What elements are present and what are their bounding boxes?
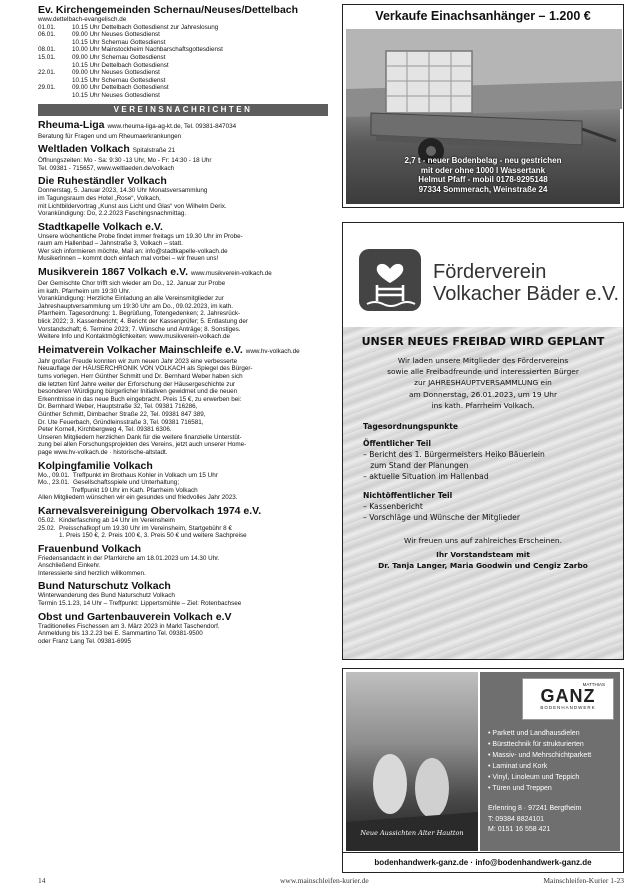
schedule-date: 06.01. bbox=[38, 31, 56, 39]
foerderverein-logo-area bbox=[343, 223, 623, 327]
ganz-logo bbox=[522, 678, 614, 720]
schedule-event: 09.00 Uhr Schernau Gottesdienst bbox=[72, 53, 166, 61]
ganz-service-item: • Türen und Treppen bbox=[488, 783, 620, 794]
foerderverein-logo-text bbox=[433, 261, 619, 305]
logo-line1: Förderverein bbox=[433, 261, 547, 283]
ganz-mobil: M: 0151 16 558 421 bbox=[488, 826, 551, 833]
schedule-event: 09.00 Uhr Neuses Gottesdienst bbox=[72, 31, 160, 39]
musik-title: Musikverein 1867 Volkach e.V. bbox=[38, 266, 189, 279]
schedule-date: 22.01. bbox=[38, 69, 56, 77]
logo-big: GANZ bbox=[540, 686, 596, 706]
heimatverein-text: Jahr großer Freude konnten wir zum neuen Jahr 2023 eine verbesserte Neuauflage der HÄUSERCHRONIK VON VOLKACH als Spiegel des Bürger- tums vorlegen. Herr Günther Schmitt und Dr. Bernhard Weber haben sich die letzten fünf Jahre weiter der Erforschung der Häusergeschichte zur besonderen Würdigung bürgerlicher Initiativen gewidmet und die neuen Erkenntnisse in das neue Buch eingebracht. Preis 15 €, zu erwerben bei: Dr. Bernhard Weber, Hauptstraße 32, Tel. 09381 716286, Günther Schmitt, Dimbacher Straße 22, Tel. 09381 847 389, Dr. Ute Feuerbach, Gründleinsstraße 3, Tel. 09381 716581, Peter Kornell, Kirchbergweg 4, Tel. 09381 6306. Unseren Mitgliedern herzlichen Dank für die weitere finanzielle Unterstüt- zung bei allen Forschungsprojekten des Vereins, jetzt auch unserer Home- page www.hv-volkach.de · historische-altstadt. bbox=[38, 357, 253, 456]
ganz-service-item: • Bürsttechnik für strukturierten bbox=[488, 739, 620, 750]
schedule-date: 08.01. bbox=[38, 46, 56, 54]
schedule-event: 10.15 Uhr Schernau Gottesdienst bbox=[72, 76, 166, 84]
section-title-naturschutz: Bund Naturschutz Volkach bbox=[38, 580, 171, 593]
section-title-obst: Obst und Gartenbauverein Volkach e.V bbox=[38, 610, 232, 623]
naturschutz-text: Winterwanderung des Bund Naturschutz Volkach Termin 15.1.23, 14 Uhr – Treffpunkt: Lippertsmühle – Ziel: Rotenbachsee bbox=[38, 592, 242, 608]
baby-feet-photo bbox=[346, 672, 478, 851]
logo-line2: Volkacher Bäder e.V. bbox=[433, 283, 620, 305]
karneval-text: 05.02. Kinderfasching ab 14 Uhr im Vereinsheim 25.02. Preisschafkopf um 19.30 Uhr im Vereinsheim, Startgebühr 8 € 1. Preis 150 €, 2. Preis 100 €, 3. Preis 50 € und weitere Sachpreise bbox=[38, 516, 247, 540]
photo-caption: Neue Aussichten Alter Hautton bbox=[360, 829, 464, 837]
footer-issue: Mainschleifen-Kurier 1-23 bbox=[543, 876, 624, 885]
schedule-event: 10.15 Uhr Dettelbach Gottesdienst zur Jahreslosung bbox=[72, 23, 219, 31]
foerderverein-headline: UNSER NEUES FREIBAD WIRD GEPLANT bbox=[361, 335, 605, 348]
left-column bbox=[38, 4, 328, 645]
nichtoeffentlich-title: Nichtöffentlicher Teil bbox=[363, 491, 453, 501]
foerderverein-content bbox=[343, 335, 623, 572]
ganz-service-item: • Parkett und Landhausdielen bbox=[488, 728, 620, 739]
ganz-service-item: • Massiv- und Mehrschichtparkett bbox=[488, 750, 620, 761]
musikverein-text: Der Gemischte Chor trifft sich wieder am Do., 12. Januar zur Probe im kath. Pfarrheim um 19:30 Uhr. Vorankündigung: Herzliche Einladung an alle Vereinsmitglieder zur Jahreshauptversammlung um 19:30 Uhr am Do., 09.02.2023, im kath. Pfarrheim. Tagesordnung: 1. Begrüßung, Totengedenken; 2. Jahresrück- blick 2022; 3. Kassenbericht; 4. Bericht der Kassenprüfer; 5. Entlastung der Vorstandschaft; 6. Termine 2023; 7. Wünsche und Anträge; 8. Sonstiges. Weitere Info und Kontaktmöglichkeiten: www.musikverein-volkach.de bbox=[38, 280, 249, 341]
footer-url[interactable]: www.mainschleifen-kurier.de bbox=[280, 876, 369, 885]
ganz-info-panel bbox=[480, 672, 620, 851]
section-title-stadtkapelle: Stadtkapelle Volkach e.V. bbox=[38, 220, 163, 233]
oeffentlich-items: – Bericht des 1. Bürgermeisters Heiko Bäuerlein zum Stand der Planungen – aktuelle Situation im Hallenbad bbox=[363, 450, 545, 482]
section-title-kolping: Kolpingfamilie Volkach bbox=[38, 459, 153, 472]
foerderverein-logo-icon bbox=[359, 249, 421, 311]
tagesordnung-title: Tagesordnungspunkte bbox=[363, 422, 459, 432]
section-title-frauenbund: Frauenbund Volkach bbox=[38, 542, 142, 555]
schedule-date: 01.01. bbox=[38, 23, 56, 31]
rheuma-title: Rheuma-Liga bbox=[38, 118, 105, 131]
section-title-kirche: Ev. Kirchengemeinden Schernau/Neuses/Dettelbach bbox=[38, 4, 299, 16]
schedule-date: 15.01. bbox=[38, 53, 56, 61]
section-title-karneval: Karnevalsvereinigung Obervolkach 1974 e.V. bbox=[38, 504, 262, 517]
kolping-text: Mo., 09.01. Treffpunkt im Brothaus Kohler in Volkach um 15 Uhr Mo., 23.01. Gesellschaftsspiele und Unterhaltung; Treffpunkt 19 Uhr im Kath. Pfarrheim Volkach Allen Mitgliedern wünschen wir ein gesundes und friedvolles Jahr 2023. bbox=[38, 471, 238, 502]
ganz-tel: T: 09384 8824101 bbox=[488, 815, 545, 823]
schedule-date bbox=[38, 77, 72, 85]
ad-ganz bbox=[342, 668, 624, 873]
section-title-heimatverein bbox=[38, 344, 328, 358]
schedule-event: 10.00 Uhr Mainstockheim Nachbarschaftsgottesdienst bbox=[72, 46, 223, 54]
schedule-event: 09.00 Uhr Neuses Gottesdienst bbox=[72, 69, 160, 77]
vorstand-names: Dr. Tanja Langer, Maria Goodwin und Cengiz Zarbo bbox=[378, 561, 588, 571]
ganz-service-item: • Laminat und Kork bbox=[488, 761, 620, 772]
ganz-address: Erlenring 8 · 97241 Bergtheim bbox=[488, 805, 582, 812]
nichtoeffentlich-items: – Kassenbericht – Vorschläge und Wünsche der Mitglieder bbox=[363, 502, 520, 523]
weltladen-text: Öffnungszeiten: Mo - Sa: 9:30 -13 Uhr, Mo - Fr: 14:30 - 18 Uhr Tel. 09381 - 715657, www.weltlaeden.de/volkach bbox=[38, 157, 212, 172]
ganz-service-item: • Vinyl, Linoleum und Teppich bbox=[488, 772, 620, 783]
vorstand-text: Ihr Vorstandsteam mit bbox=[436, 550, 530, 560]
foerderverein-invite: Wir laden unsere Mitglieder des Fördervereins sowie alle Freibadfreunde und interessierten Bürger zur JAHRESHAUPTVERSAMMLUNG ein am Donnerstag, 26.01.2023, um 19 Uhr ins kath. Pfarrheim Volkach. bbox=[387, 356, 579, 410]
schedule-event: 09.00 Uhr Dettelbach Gottesdienst bbox=[72, 84, 169, 92]
weltladen-title: Weltladen Volkach bbox=[38, 143, 130, 156]
schedule-date bbox=[38, 92, 72, 100]
frauenbund-text: Friedensandacht in der Pfarrkirche am 18.01.2023 um 14.30 Uhr. Anschließend Einkehr. Interessierte sind herzlich willkommen. bbox=[38, 554, 220, 577]
musik-url: www.musikverein-volkach.de bbox=[190, 270, 272, 278]
ad-trailer-caption: 2,7 t - neuer Bodenbelag - neu gestrichen mit oder ohne 1000 l Wassertank Helmut Pfaff - mobil 0178-9295148 97334 Sommerach, Weinstraße 24 bbox=[404, 156, 562, 194]
feet-illustration bbox=[346, 672, 478, 851]
section-title-ruhe: Die Ruheständler Volkach bbox=[38, 175, 167, 188]
ad-trailer bbox=[342, 4, 624, 208]
section-title-rheuma bbox=[38, 119, 328, 133]
logo-small: MATTHIAS bbox=[582, 682, 605, 687]
kirche-url[interactable]: www.dettelbach-evangelisch.de bbox=[38, 16, 127, 23]
rheuma-text: Beratung für Fragen und um Rheumaerkrankungen bbox=[38, 132, 182, 140]
section-title-weltladen bbox=[38, 143, 328, 157]
vereinsnachrichten-banner: VEREINSNACHRICHTEN bbox=[38, 104, 328, 116]
obst-text: Traditionelles Fischessen am 3. März 2023 in Markt Taschendorf. Anmeldung bis 13.2.23 bei E. Sammartino Tel. 09381-9500 oder Franz Lang Tel. 09381-6995 bbox=[38, 622, 220, 645]
schedule-date bbox=[38, 62, 72, 70]
stadtkapelle-text: Unsere wöchentliche Probe findet immer freitags um 19.30 Uhr im Probe- raum am Hallenbad – Jahnstraße 3, Volkach – statt. Wer sich informieren möchte, Mail an: info@stadtkapelle-volkach.de MusikerInnen – kommt doch einfach mal vorbei – wir freuen uns! bbox=[38, 232, 243, 263]
schedule-event: 10.15 Uhr Dettelbach Gottesdienst bbox=[72, 61, 169, 69]
weltladen-addr: Spitalstraße 21 bbox=[132, 147, 176, 155]
ruhe-text: Donnerstag, 5. Januar 2023, 14.30 Uhr Monatsversammlung im Tagungsraum des Hotel „Rose“, Volkach, mit Lichtbildervortrag „Kunst aus Licht und Glas“ von Wilhelm Derix. Vorankündigung: Do, 2.2.2023 Faschingsnachmittag. bbox=[38, 187, 227, 218]
ad-foerderverein bbox=[342, 222, 624, 660]
ganz-footer[interactable]: bodenhandwerk-ganz.de · info@bodenhandwerk-ganz.de bbox=[343, 852, 623, 872]
trailer-photo bbox=[346, 29, 620, 204]
schedule-event: 10.15 Uhr Schernau Gottesdienst bbox=[72, 38, 166, 46]
schedule-event: 10.15 Uhr Neuses Gottesdienst bbox=[72, 91, 160, 99]
heimat-url: www.hv-volkach.de bbox=[245, 347, 300, 355]
schedule-date: 29.01. bbox=[38, 84, 56, 92]
page-number: 14 bbox=[38, 876, 46, 885]
closing-text: Wir freuen uns auf zahlreiches Erscheinen. bbox=[404, 536, 562, 546]
heimat-title: Heimatverein Volkacher Mainschleife e.V. bbox=[38, 343, 243, 356]
schedule-date bbox=[38, 39, 72, 47]
ad-trailer-title: Verkaufe Einachsanhänger – 1.200 € bbox=[375, 9, 591, 23]
oeffentlich-title: Öffentlicher Teil bbox=[363, 439, 431, 449]
rheuma-url: www.rheuma-liga-ag-kt.de, Tel. 09381-847034 bbox=[107, 122, 237, 130]
logo-sub: BODENHANDWERK bbox=[540, 705, 596, 710]
kirche-schedule bbox=[38, 24, 328, 100]
ganz-contact bbox=[480, 804, 620, 836]
section-title-musikverein bbox=[38, 266, 328, 280]
